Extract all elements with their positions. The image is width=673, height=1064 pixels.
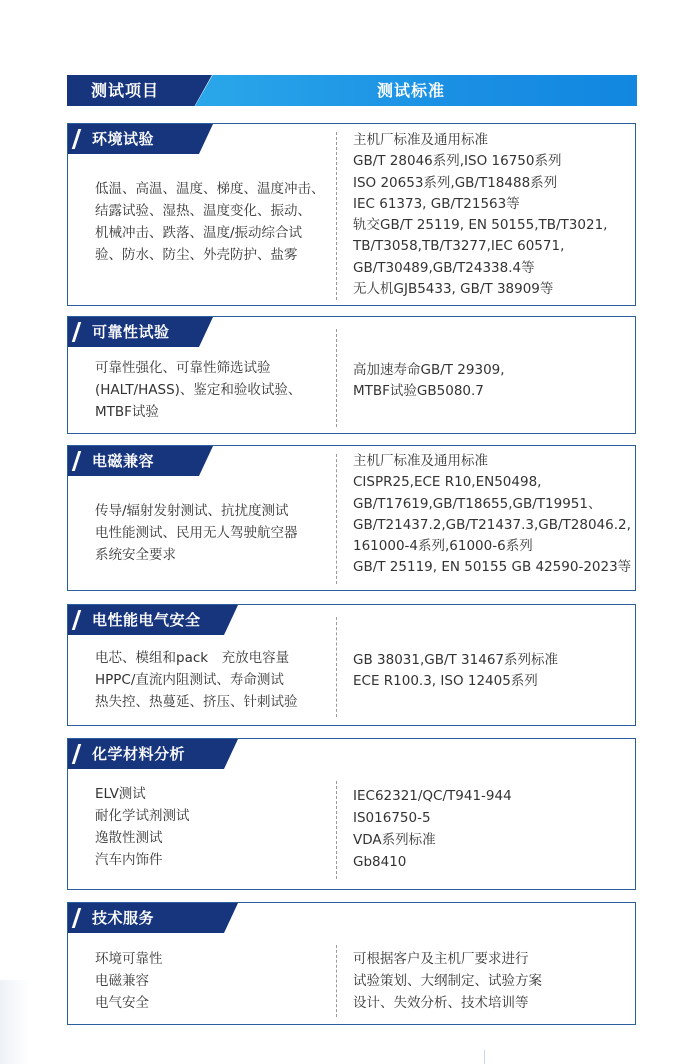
decorative-line (484, 1050, 485, 1064)
test-item-line: 可靠性强化、可靠性筛选试验 (95, 360, 271, 376)
test-standards-text (353, 130, 633, 300)
section-emc (67, 445, 636, 591)
test-item-line: 系统安全要求 (95, 547, 176, 563)
test-items-text (95, 647, 333, 713)
standard-line: MTBF试验GB5080.7 (353, 383, 484, 400)
standard-line: Gb8410 (353, 854, 407, 870)
column-divider (336, 454, 337, 584)
test-item-line: MTBF试验 (95, 404, 159, 420)
test-item-line: ELV测试 (95, 786, 146, 802)
page-edge-shade (0, 980, 30, 1064)
standard-line: GB/T30489,GB/T24338.4等 (353, 259, 535, 276)
standard-line: IEC 61373, GB/T21563等 (353, 195, 520, 212)
standard-line: ECE R100.3, ISO 12405系列 (353, 673, 538, 690)
test-item-line: 传导/辐射发射测试、抗扰度测试 (95, 503, 289, 519)
section-title: 电磁兼容 (92, 452, 155, 470)
standard-line: 试验策划、大纲制定、试验方案 (353, 973, 542, 989)
column-divider (336, 329, 337, 427)
standard-line: 设计、失效分析、技术培训等 (353, 995, 529, 1011)
test-item-line: 耐化学试剂测试 (95, 808, 190, 824)
column-divider (336, 132, 337, 300)
section-title: 技术服务 (92, 909, 155, 927)
standard-line: ISO 20653系列,GB/T18488系列 (353, 174, 558, 191)
standard-line: 主机厂标准及通用标准 (353, 453, 488, 469)
test-standards-text (353, 451, 633, 579)
standard-line: GB/T17619,GB/T18655,GB/T19951、 (353, 495, 602, 512)
section-title: 电性能电气安全 (92, 611, 201, 629)
test-item-line: 结露试验、湿热、温度变化、振动、 (95, 203, 311, 219)
section-electrical-safety (67, 604, 636, 726)
test-item-line: 热失控、热蔓延、挤压、针刺试验 (95, 694, 298, 710)
test-items-text (95, 948, 333, 1014)
standard-line: 轨交GB/T 25119, EN 50155,TB/T3021, (353, 217, 608, 234)
column-divider (336, 781, 337, 879)
test-item-line: 低温、高温、温度、梯度、温度冲击、 (95, 181, 325, 197)
column-divider (336, 945, 337, 1017)
section-title: 化学材料分析 (92, 745, 186, 763)
section-title: 可靠性试验 (92, 323, 170, 341)
test-item-line: 逸散性测试 (95, 830, 163, 846)
section-reliability-test (67, 316, 636, 434)
test-items-text (95, 783, 333, 871)
standard-line: IS016750-5 (353, 810, 431, 826)
test-item-line: 验、防水、防尘、外壳防护、盐雾 (95, 247, 298, 263)
test-items-text (95, 357, 333, 423)
test-items-text (95, 500, 333, 566)
table-header (67, 75, 637, 106)
test-standards-text (353, 785, 633, 873)
test-item-line: 电性能测试、民用无人驾驶航空器 (95, 525, 298, 541)
standard-line: GB/T21437.2,GB/T21437.3,GB/T28046.2, (353, 516, 631, 533)
standard-line: GB/T 28046系列,ISO 16750系列 (353, 153, 562, 170)
test-item-line: 机械冲击、跌落、温度/振动综合试 (95, 225, 303, 241)
standard-line: 可根据客户及主机厂要求进行 (353, 951, 529, 967)
test-item-line: 电磁兼容 (95, 973, 149, 989)
header-items-label: 测试项目 (91, 81, 160, 100)
standard-line: 161000-4系列,61000-6系列 (353, 538, 533, 555)
test-item-line: 环境可靠性 (95, 951, 163, 967)
test-standards-text (353, 360, 633, 403)
standard-line: GB 38031,GB/T 31467系列标准 (353, 652, 559, 668)
standard-line: TB/T3058,TB/T3277,IEC 60571, (353, 238, 565, 255)
test-standards-text (353, 650, 633, 693)
column-divider (336, 617, 337, 717)
test-item-line: HPPC/直流内阻测试、寿命测试 (95, 672, 284, 688)
test-standards-text (353, 948, 633, 1014)
test-item-line: 汽车内饰件 (95, 852, 163, 868)
section-environment-test (67, 123, 636, 306)
test-item-line: (HALT/HASS)、鉴定和验收试验、 (95, 382, 302, 398)
test-item-line: 电气安全 (95, 995, 149, 1011)
section-title: 环境试验 (92, 130, 155, 148)
test-item-line: 电芯、模组和pack 充放电容量 (95, 650, 290, 666)
standard-line: VDA系列标准 (353, 832, 436, 848)
section-technical-service (67, 902, 636, 1025)
header-standards-label: 测试标准 (377, 81, 446, 100)
section-chemical-analysis (67, 738, 636, 890)
test-items-text (95, 178, 333, 266)
standard-line: 主机厂标准及通用标准 (353, 132, 488, 148)
standard-line: GB/T 25119, EN 50155 GB 42590-2023等 (353, 559, 632, 576)
standard-line: IEC62321/QC/T941-944 (353, 788, 512, 804)
standard-line: 无人机GJB5433, GB/T 38909等 (353, 281, 554, 298)
standard-line: CISPR25,ECE R10,EN50498, (353, 474, 542, 491)
standard-line: 高加速寿命GB/T 29309, (353, 362, 505, 378)
